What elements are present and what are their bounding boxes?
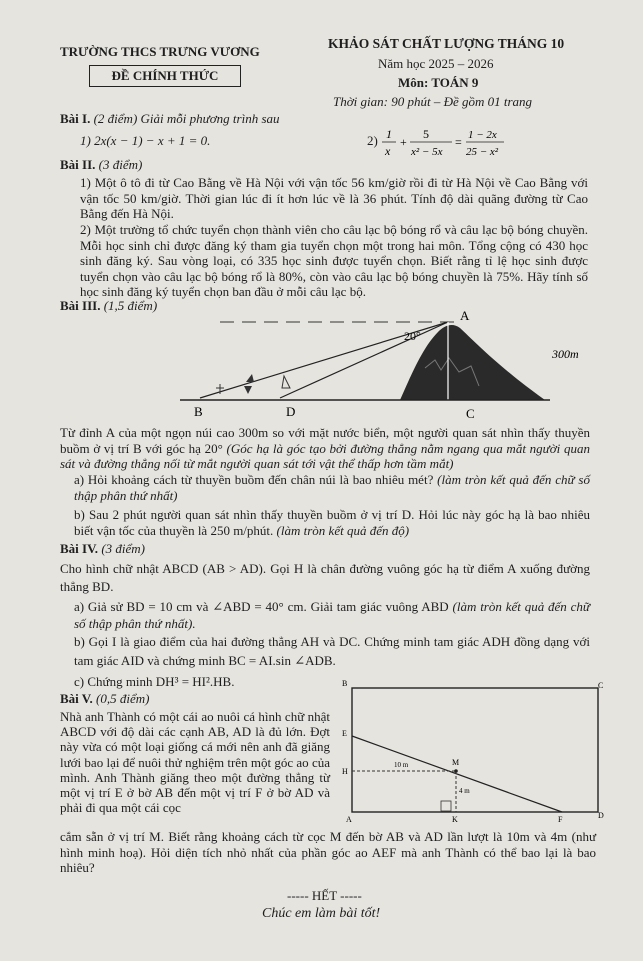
school-year: Năm học 2025 – 2026 [378,56,494,71]
b4-question-b: b) Gọi I là giao điểm của hai đường thẳng AH và DC. Chứng minh tam giác ADH đồng dạng với tam giác AID và chứng minh BC = AI.sin ∠ADB. [74,634,590,668]
svg-text:+: + [400,135,407,149]
frac2-den: x² − 5x [411,146,443,158]
pond-label-C: C [598,681,604,690]
b4-question-a: a) Giả sử BD = 10 cm và ∠ABD = 40° cm. Giải tam giác vuông ABD (làm tròn kết quả đến chữ số thập phân thứ nhất). [74,599,590,631]
pond-figure [336,678,606,828]
pond-label-B: B [342,679,348,688]
b5-text-left: Nhà anh Thành có một cái ao nuôi cá hình chữ nhật ABCD với độ dài các cạnh AB, AD là đủ lớn. Đợt này vừa có một loại giống cá mới nên anh đã giăng lưới bao lại để nuôi thử nghiệm trên một góc ao của mình. Anh Thành giăng theo một đường thẳng từ một vị trí E ở bờ AB đến một vị trí F ở bờ AD và phải đi qua một cái cọc [60,709,330,816]
school-name: TRƯỜNG THCS TRƯNG VƯƠNG [60,44,260,59]
pond-label-F: F [558,815,563,824]
mountain-figure [160,308,610,423]
b1-q2-equation [380,124,510,162]
b1-q1: 1) 2x(x − 1) − x + 1 = 0. [80,133,211,148]
label-height: 300m [552,347,579,361]
svg-text:=: = [455,135,462,149]
pond-label-4m: 4 m [459,787,470,795]
subject: Môn: TOÁN 9 [398,75,479,90]
closing-wish: Chúc em làm bài tốt! [262,906,381,921]
label-B: B [194,404,203,419]
exam-time: Thời gian: 90 phút – Đề gồm 01 trang [333,94,533,109]
b2-problem-1: 1) Một ô tô đi từ Cao Bằng về Hà Nội với vận tốc 56 km/giờ rồi đi từ Hà Nội về Cao Bằng với vận tốc 50 km/giờ. Thời gian lúc đi ít hơn lúc về là 36 phút. Tính độ dài quãng đường từ Cao Bằng đến Hà Nội. [80,175,588,221]
label-A: A [460,308,470,323]
label-C: C [466,406,475,421]
pond-label-K: K [452,815,458,824]
pond-label-D: D [598,811,604,820]
pond-label-A: A [346,815,352,824]
exam-title: KHẢO SÁT CHẤT LƯỢNG THÁNG 10 [328,36,565,51]
b2-problem-2: 2) Một trường tổ chức tuyển chọn thành viên cho câu lạc bộ bóng rổ và câu lạc bộ bóng chuyền. Mỗi học sinh chỉ được đăng ký tham gia tuyển chọn một trong hai môn. Tổng cộng có 430 học sinh đăng ký. Sau vòng loại, có 335 học sinh được tuyển chọn. Biết rằng tỉ lệ học sinh được tuyển chọn vào câu lạc bộ bóng rổ là 80%, còn vào câu lạc bộ bóng chuyền là 75%. Hãy tính số học sinh đăng ký tuyển chọn ban đầu ở mỗi câu lạc bộ. [80,222,588,299]
b3-text: Từ đỉnh A của một ngọn núi cao 300m so với mặt nước biển, một người quan sát nhìn thấy thuyền buồm ở vị trí B với góc hạ 20° (Góc hạ là góc tạo bởi đường thẳng nằm ngang qua mắt người quan sát và đường thẳng nối từ mắt người quan sát tới vật thể thấp hơn tầm mắt) [60,425,591,471]
b2-heading: Bài II. (3 điểm) [60,157,143,172]
frac1-den: x [385,144,391,158]
b4-question-c: c) Chứng minh DH³ = HI².HB. [74,674,235,689]
label-D: D [286,404,296,419]
label-angle: 20° [404,329,421,343]
b1-heading: Bài I. (2 điểm) Giải mỗi phương trình sau [60,111,280,126]
b3-question-a: a) Hỏi khoảng cách từ thuyền buồm đến chân núi là bao nhiêu mét? (làm tròn kết quả đến chữ số thập phân thứ nhất) [74,472,590,503]
frac3-num: 1 − 2x [468,129,497,141]
pond-label-E: E [342,729,347,738]
pond-label-10m: 10 m [394,761,409,769]
b3-heading: Bài III. (1,5 điểm) [60,298,158,313]
b1-q2-label: 2) [367,133,378,148]
frac2-num: 5 [423,127,429,141]
pond-label-M: M [452,758,460,767]
frac3-den: 25 − x² [466,146,499,158]
b5-heading: Bài V. (0,5 điểm) [60,691,150,706]
pond-label-H: H [342,767,348,776]
b3-question-b: b) Sau 2 phút người quan sát nhìn thấy thuyền buồm ở vị trí D. Hỏi lúc này góc hạ là bao nhiêu biết vận tốc của thuyền là 250 m/phút. (làm tròn kết quả đến độ) [74,507,590,538]
end-mark: ----- HẾT ----- [287,888,362,903]
b5-text-full: cắm sẵn ở vị trí M. Biết rằng khoảng cách từ cọc M đến bờ AB và AD lần lượt là 10m và 4m (như hình minh hoạ). Hỏi diện tích nhỏ nhất của phần góc ao AEF mà anh Thành có thể bao lại là bao nhiêu? [60,829,596,875]
b4-heading: Bài IV. (3 điểm) [60,541,145,556]
frac1-num: 1 [386,127,392,141]
official-label: ĐỀ CHÍNH THỨC [89,65,241,87]
b4-intro: Cho hình chữ nhật ABCD (AB > AD). Gọi H là chân đường vuông góc hạ từ điểm A xuống đường thẳng BD. [60,561,590,594]
